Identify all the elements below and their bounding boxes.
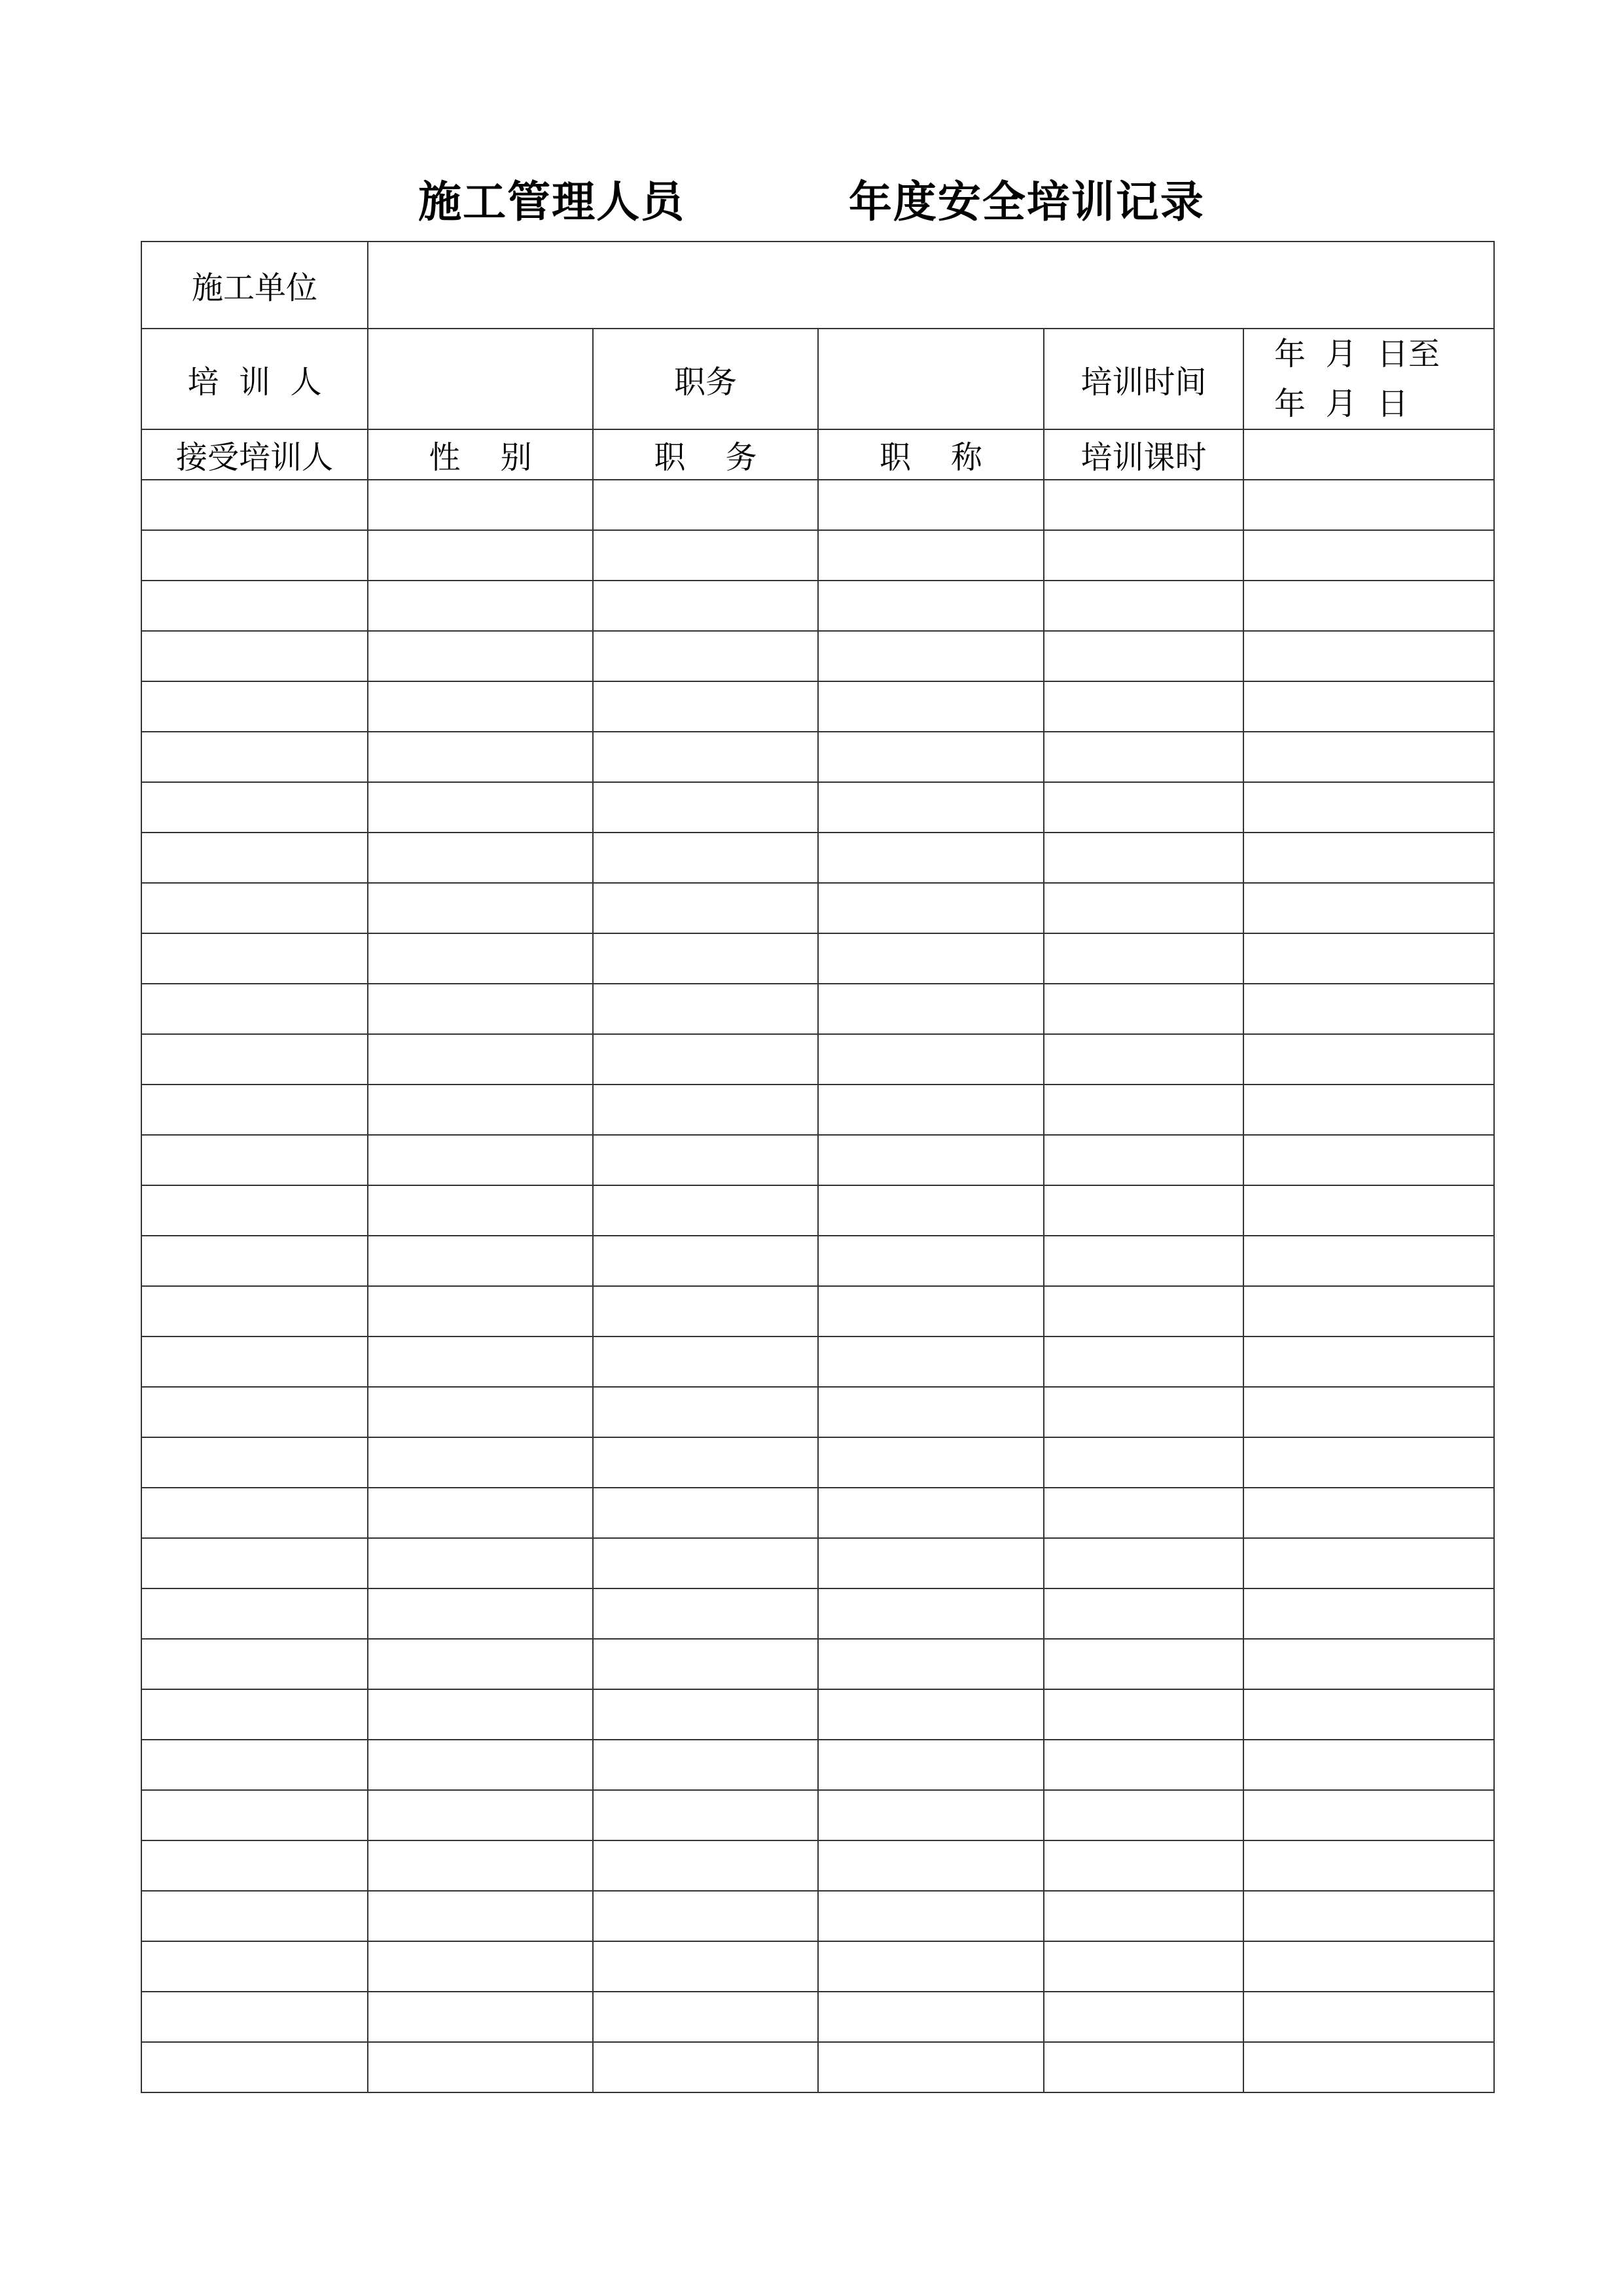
table-cell[interactable]	[368, 1790, 593, 1840]
table-cell[interactable]	[141, 1689, 368, 1740]
table-cell[interactable]	[1044, 1085, 1243, 1135]
table-cell[interactable]	[593, 1740, 818, 1790]
table-cell[interactable]	[593, 1135, 818, 1185]
table-cell[interactable]	[141, 2042, 368, 2092]
table-cell[interactable]	[593, 1941, 818, 1992]
construction-unit-row	[141, 242, 1494, 329]
table-row	[141, 581, 1494, 631]
table-cell[interactable]	[593, 480, 818, 530]
table-cell[interactable]	[818, 1891, 1044, 1941]
table-cell[interactable]	[368, 1135, 593, 1185]
table-row	[141, 883, 1494, 933]
table-cell[interactable]	[818, 681, 1044, 732]
table-cell[interactable]	[1243, 1790, 1494, 1840]
table-cell[interactable]	[1044, 933, 1243, 984]
table-cell[interactable]	[593, 933, 818, 984]
table-cell[interactable]	[818, 480, 1044, 530]
table-cell[interactable]	[368, 1689, 593, 1740]
table-cell[interactable]	[1044, 833, 1243, 883]
table-cell[interactable]	[818, 1185, 1044, 1236]
table-row	[141, 833, 1494, 883]
table-cell[interactable]	[818, 782, 1044, 833]
table-cell[interactable]	[368, 1488, 593, 1538]
table-cell[interactable]	[1044, 1437, 1243, 1488]
table-cell[interactable]	[1044, 984, 1243, 1034]
table-cell[interactable]	[1243, 581, 1494, 631]
table-cell[interactable]	[141, 933, 368, 984]
table-cell[interactable]	[818, 1840, 1044, 1891]
header-gender: 性 别	[368, 429, 593, 480]
table-row	[141, 984, 1494, 1034]
table-cell[interactable]	[368, 1034, 593, 1085]
table-cell[interactable]	[593, 732, 818, 782]
table-cell[interactable]	[141, 1437, 368, 1488]
table-cell[interactable]	[1243, 2042, 1494, 2092]
table-cell[interactable]	[818, 1588, 1044, 1639]
table-cell[interactable]	[141, 1387, 368, 1437]
table-cell[interactable]	[593, 1790, 818, 1840]
table-cell[interactable]	[368, 1336, 593, 1387]
table-cell[interactable]	[593, 1488, 818, 1538]
table-cell[interactable]	[141, 1891, 368, 1941]
table-row	[141, 1790, 1494, 1840]
table-cell[interactable]	[368, 581, 593, 631]
table-cell[interactable]	[1243, 1286, 1494, 1336]
table-cell[interactable]	[593, 1437, 818, 1488]
table-row	[141, 1538, 1494, 1588]
table-cell[interactable]	[1243, 1034, 1494, 1085]
table-cell[interactable]	[593, 833, 818, 883]
table-cell[interactable]	[1044, 1034, 1243, 1085]
table-cell[interactable]	[1044, 1740, 1243, 1790]
table-cell[interactable]	[141, 984, 368, 1034]
table-row	[141, 1992, 1494, 2042]
table-row	[141, 530, 1494, 581]
table-cell[interactable]	[368, 1840, 593, 1891]
table-cell[interactable]	[1243, 1437, 1494, 1488]
table-cell[interactable]	[141, 1085, 368, 1135]
table-cell[interactable]	[818, 1236, 1044, 1286]
table-cell[interactable]	[593, 1588, 818, 1639]
table-cell[interactable]	[818, 631, 1044, 681]
header-position: 职 务	[593, 429, 818, 480]
table-cell[interactable]	[818, 1437, 1044, 1488]
table-cell[interactable]	[141, 1538, 368, 1588]
table-cell[interactable]	[1243, 732, 1494, 782]
table-cell[interactable]	[593, 1236, 818, 1286]
table-row	[141, 1488, 1494, 1538]
table-cell[interactable]	[368, 1588, 593, 1639]
table-cell[interactable]	[1044, 681, 1243, 732]
table-cell[interactable]	[1243, 1185, 1494, 1236]
table-cell[interactable]	[141, 1740, 368, 1790]
table-cell[interactable]	[368, 833, 593, 883]
table-cell[interactable]	[1044, 1891, 1243, 1941]
table-cell[interactable]	[141, 883, 368, 933]
table-row	[141, 1639, 1494, 1689]
table-cell[interactable]	[1243, 1588, 1494, 1639]
table-cell[interactable]	[818, 1135, 1044, 1185]
table-row	[141, 1740, 1494, 1790]
table-cell[interactable]	[1243, 1236, 1494, 1286]
table-cell[interactable]	[141, 1992, 368, 2042]
table-cell[interactable]	[141, 631, 368, 681]
table-row	[141, 1941, 1494, 1992]
table-cell[interactable]	[1243, 1740, 1494, 1790]
table-cell[interactable]	[593, 1336, 818, 1387]
document-title: 施工管理人员 年度安全培训记录	[418, 176, 1205, 227]
table-cell[interactable]	[141, 1286, 368, 1336]
table-row	[141, 1336, 1494, 1387]
table-row	[141, 1286, 1494, 1336]
table-cell[interactable]	[141, 1185, 368, 1236]
table-cell[interactable]	[1044, 782, 1243, 833]
table-cell[interactable]	[368, 883, 593, 933]
table-cell[interactable]	[1044, 1992, 1243, 2042]
table-cell[interactable]	[368, 984, 593, 1034]
table-cell[interactable]	[368, 1891, 593, 1941]
table-row	[141, 782, 1494, 833]
table-cell[interactable]	[593, 782, 818, 833]
position-label: 职务	[593, 329, 818, 429]
table-cell[interactable]	[368, 1185, 593, 1236]
table-cell[interactable]	[1243, 681, 1494, 732]
table-row	[141, 732, 1494, 782]
table-cell[interactable]	[141, 732, 368, 782]
table-cell[interactable]	[818, 1740, 1044, 1790]
table-cell[interactable]	[141, 1588, 368, 1639]
column-header-row	[141, 429, 1494, 480]
table-cell[interactable]	[368, 1387, 593, 1437]
table-row	[141, 1588, 1494, 1639]
table-row	[141, 631, 1494, 681]
table-cell[interactable]	[593, 1185, 818, 1236]
table-cell[interactable]	[818, 1286, 1044, 1336]
table-cell[interactable]	[1243, 1488, 1494, 1538]
header-trainee: 接受培训人	[141, 429, 368, 480]
table-cell[interactable]	[593, 1639, 818, 1689]
construction-unit-label: 施工单位	[141, 242, 368, 329]
table-cell[interactable]	[818, 1639, 1044, 1689]
table-cell[interactable]	[1243, 1689, 1494, 1740]
table-cell[interactable]	[818, 984, 1044, 1034]
table-cell[interactable]	[1044, 1236, 1243, 1286]
table-cell[interactable]	[141, 1488, 368, 1538]
table-cell[interactable]	[593, 1286, 818, 1336]
table-row	[141, 1185, 1494, 1236]
table-row	[141, 1387, 1494, 1437]
table-cell[interactable]	[141, 1336, 368, 1387]
table-row	[141, 1034, 1494, 1085]
table-cell[interactable]	[1044, 530, 1243, 581]
table-cell[interactable]	[593, 1689, 818, 1740]
table-cell[interactable]	[1243, 1941, 1494, 1992]
table-cell[interactable]	[1044, 1286, 1243, 1336]
table-cell[interactable]	[593, 1891, 818, 1941]
table-cell[interactable]	[818, 530, 1044, 581]
table-cell[interactable]	[141, 530, 368, 581]
table-row	[141, 1135, 1494, 1185]
table-cell[interactable]	[818, 581, 1044, 631]
table-cell[interactable]	[1044, 1790, 1243, 1840]
table-cell[interactable]	[593, 883, 818, 933]
table-cell[interactable]	[818, 833, 1044, 883]
table-cell[interactable]	[593, 1085, 818, 1135]
table-cell[interactable]	[368, 1085, 593, 1135]
table-cell[interactable]	[368, 1992, 593, 2042]
training-record-table	[141, 241, 1495, 2093]
table-cell[interactable]	[1243, 1538, 1494, 1588]
trainer-field[interactable]	[368, 329, 593, 429]
trainer-label: 培 训 人	[141, 329, 368, 429]
table-cell[interactable]	[1044, 1488, 1243, 1538]
table-cell[interactable]	[368, 1286, 593, 1336]
table-cell[interactable]	[1044, 1588, 1243, 1639]
table-cell[interactable]	[818, 933, 1044, 984]
header-blank	[1243, 429, 1494, 480]
table-cell[interactable]	[1243, 1639, 1494, 1689]
table-cell[interactable]	[1243, 933, 1494, 984]
trainer-row	[141, 329, 1494, 429]
table-row	[141, 1840, 1494, 1891]
table-cell[interactable]	[368, 681, 593, 732]
table-cell[interactable]	[1044, 2042, 1243, 2092]
table-cell[interactable]	[1243, 1840, 1494, 1891]
table-cell[interactable]	[1044, 732, 1243, 782]
table-cell[interactable]	[818, 732, 1044, 782]
table-cell[interactable]	[818, 1538, 1044, 1588]
table-row	[141, 1085, 1494, 1135]
table-cell[interactable]	[1044, 480, 1243, 530]
table-cell[interactable]	[141, 581, 368, 631]
date-from: 年 月 日至	[1274, 336, 1440, 372]
table-cell[interactable]	[593, 984, 818, 1034]
table-cell[interactable]	[368, 480, 593, 530]
table-cell[interactable]	[141, 1941, 368, 1992]
table-cell[interactable]	[1044, 1538, 1243, 1588]
header-training-hours: 培训课时	[1044, 429, 1243, 480]
table-cell[interactable]	[1044, 883, 1243, 933]
table-cell[interactable]	[141, 681, 368, 732]
position-field[interactable]	[818, 329, 1044, 429]
table-cell[interactable]	[1243, 1085, 1494, 1135]
table-cell[interactable]	[1044, 581, 1243, 631]
header-title: 职 称	[818, 429, 1044, 480]
table-cell[interactable]	[818, 1387, 1044, 1437]
table-cell[interactable]	[141, 782, 368, 833]
table-cell[interactable]	[593, 1538, 818, 1588]
table-cell[interactable]	[818, 1689, 1044, 1740]
table-cell[interactable]	[1243, 984, 1494, 1034]
table-cell[interactable]	[1243, 1387, 1494, 1437]
table-cell[interactable]	[593, 681, 818, 732]
table-cell[interactable]	[1243, 1891, 1494, 1941]
table-cell[interactable]	[593, 530, 818, 581]
table-cell[interactable]	[593, 1840, 818, 1891]
table-row	[141, 1437, 1494, 1488]
table-cell[interactable]	[1243, 480, 1494, 530]
table-row	[141, 1689, 1494, 1740]
table-cell[interactable]	[593, 1034, 818, 1085]
table-cell[interactable]	[1243, 1992, 1494, 2042]
table-cell[interactable]	[1243, 782, 1494, 833]
table-cell[interactable]	[368, 1941, 593, 1992]
table-cell[interactable]	[368, 631, 593, 681]
table-cell[interactable]	[368, 1437, 593, 1488]
table-row	[141, 933, 1494, 984]
table-cell[interactable]	[368, 782, 593, 833]
table-cell[interactable]	[593, 1992, 818, 2042]
table-cell[interactable]	[1243, 631, 1494, 681]
table-cell[interactable]	[141, 480, 368, 530]
table-cell[interactable]	[818, 1085, 1044, 1135]
table-cell[interactable]	[818, 1488, 1044, 1538]
table-cell[interactable]	[368, 1236, 593, 1286]
table-cell[interactable]	[368, 1740, 593, 1790]
table-row	[141, 1891, 1494, 1941]
table-row	[141, 681, 1494, 732]
table-cell[interactable]	[368, 1538, 593, 1588]
table-cell[interactable]	[1044, 1185, 1243, 1236]
table-cell[interactable]	[1044, 1336, 1243, 1387]
table-cell[interactable]	[141, 1790, 368, 1840]
table-cell[interactable]	[1243, 1336, 1494, 1387]
table-cell[interactable]	[141, 1840, 368, 1891]
table-cell[interactable]	[141, 1639, 368, 1689]
date-to: 年 月 日	[1274, 386, 1409, 422]
table-cell[interactable]	[1243, 883, 1494, 933]
table-cell[interactable]	[818, 1992, 1044, 2042]
table-cell[interactable]	[368, 530, 593, 581]
table-cell[interactable]	[1243, 833, 1494, 883]
table-cell[interactable]	[593, 631, 818, 681]
table-cell[interactable]	[818, 883, 1044, 933]
table-cell[interactable]	[1243, 530, 1494, 581]
table-cell[interactable]	[1044, 1840, 1243, 1891]
table-cell[interactable]	[1044, 1941, 1243, 1992]
table-cell[interactable]	[593, 2042, 818, 2092]
table-cell[interactable]	[818, 1941, 1044, 1992]
training-time-field[interactable]	[1243, 329, 1494, 429]
table-cell[interactable]	[1044, 1387, 1243, 1437]
table-cell[interactable]	[1044, 1639, 1243, 1689]
table-cell[interactable]	[368, 933, 593, 984]
table-row	[141, 2042, 1494, 2092]
table-row	[141, 1236, 1494, 1286]
table-cell[interactable]	[141, 833, 368, 883]
table-cell[interactable]	[818, 1336, 1044, 1387]
table-cell[interactable]	[368, 732, 593, 782]
table-cell[interactable]	[818, 1790, 1044, 1840]
construction-unit-field[interactable]	[368, 242, 1494, 329]
table-cell[interactable]	[593, 1387, 818, 1437]
table-cell[interactable]	[368, 2042, 593, 2092]
table-cell[interactable]	[141, 1034, 368, 1085]
table-cell[interactable]	[1044, 1135, 1243, 1185]
table-cell[interactable]	[368, 1639, 593, 1689]
training-time-label: 培训时间	[1044, 329, 1243, 429]
table-cell[interactable]	[1044, 631, 1243, 681]
table-cell[interactable]	[818, 2042, 1044, 2092]
table-cell[interactable]	[141, 1236, 368, 1286]
table-row	[141, 480, 1494, 530]
table-cell[interactable]	[593, 581, 818, 631]
table-cell[interactable]	[1044, 1689, 1243, 1740]
table-cell[interactable]	[1243, 1135, 1494, 1185]
table-cell[interactable]	[818, 1034, 1044, 1085]
table-cell[interactable]	[141, 1135, 368, 1185]
